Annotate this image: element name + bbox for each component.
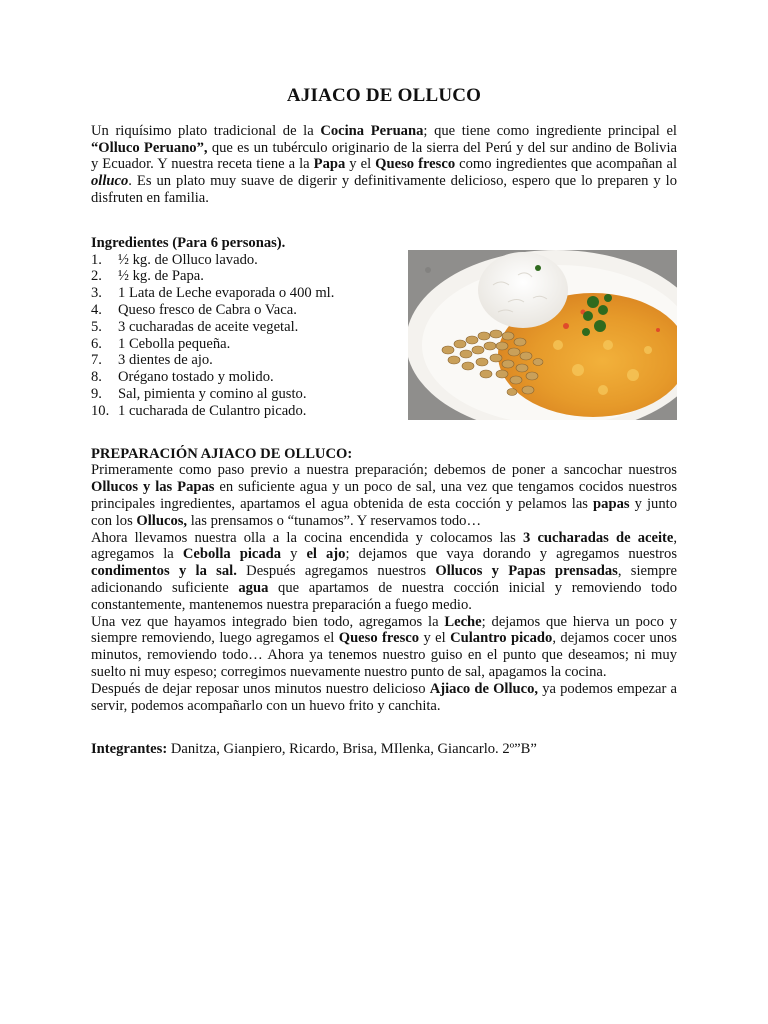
text-run: Después de dejar reposar unos minutos nuestro delicioso [91,680,430,697]
ingredient-text: 1 cucharada de Culantro picado. [118,402,307,419]
text-run: . Es un plato muy suave de digerir y definitivamente delicioso, espero que lo preparen y lo disfruten en familia. [91,173,677,206]
ingredient-number: 9. [91,385,102,402]
bold-text: Ajiaco de Olluco, [429,680,539,697]
bold-text: “Olluco Peruano”, [91,139,208,156]
bold-text: 3 cucharadas de aceite [523,529,674,546]
text-run: ; dejamos que vaya dorando y agregamos nuestros [345,546,678,563]
ingredient-number: 1. [91,251,102,268]
text-run: y el [345,156,376,173]
ingredient-text: 3 cucharadas de aceite vegetal. [118,318,299,335]
bold-text: Papa [313,156,346,173]
ingredients-section [91,252,677,432]
ingredient-text: Sal, pimienta y comino al gusto. [118,385,307,402]
ingredient-text: 3 dientes de ajo. [118,352,213,369]
ingredient-number: 7. [91,352,102,369]
text-run: Ahora llevamos nuestra olla a la cocina encendida y colocamos las [91,529,523,546]
bold-text: Cebolla picada [182,546,282,563]
bold-text: Leche [444,613,482,630]
bold-text: olluco [91,173,129,190]
bold-text: Ollucos y Papas prensadas [435,563,618,580]
text-run: que apartamos de nuestra cocción inicial y removiendo todo constantemente, mantenemos nuestra preparación a fuego medio. [91,579,677,613]
bold-text: agua [238,579,269,596]
text-run: , dejamos cocer unos minutos, removiendo todo… Ahora ya tenemos nuestro guiso en el punto que deseamos; ni muy suelto ni muy espeso; corregimos nuevamente nuestro punto de sal, apagamos la cocina. [91,630,677,680]
ingredient-number: 3. [91,285,102,302]
bold-text: Cocina Peruana [320,122,424,139]
footer-text: Danitza, Gianpiero, Ricardo, Brisa, MIlenka, Giancarlo. 2º”B” [167,741,537,758]
text-run: y junto con los [91,495,677,529]
preparation-paragraph [91,681,677,715]
text-run: y el [419,630,451,647]
text-run: Una vez que hayamos integrado bien todo, agregamos la [91,613,445,630]
ingredient-number: 5. [91,318,102,335]
ingredient-number: 10. [91,402,110,419]
ingredient-text: Queso fresco de Cabra o Vaca. [118,301,297,318]
preparation-body [91,462,677,714]
dish-photo [408,250,677,420]
preparation-paragraph [91,614,677,681]
ingredient-number: 2. [91,268,102,285]
page-title: AJIACO DE OLLUCO [286,85,482,106]
footer-label: Integrantes: [91,741,168,758]
text-run: que es un tubérculo originario de la sierra del Perú y del sur andino de Bolivia y Ecuador. Y nuestra receta tiene a la [91,139,677,173]
text-run: y [281,546,307,563]
preparation-paragraph [91,530,677,614]
bold-text: Queso fresco [375,156,456,173]
text-run: en suficiente agua y un poco de sal, una vez que tengamos cocidos nuestros principales ingredientes, apartamos el agua obtenida de esta cocción y pelamos las [91,479,677,512]
bold-text: condimentos y la sal. [91,563,237,580]
ingredient-text: ½ kg. de Olluco lavado. [118,251,258,268]
text-run: como ingredientes que acompañan al [455,156,677,173]
bold-text: Queso fresco [338,630,420,647]
text-run: las prensamos o “tunamos”. Y reservamos todo… [187,512,482,529]
document-page [91,85,678,758]
text-run: Primeramente como paso previo a nuestra preparación; debemos de poner a sancochar nuestros [91,462,677,479]
ingredient-text: 1 Lata de Leche evaporada o 400 ml. [118,285,335,302]
ingredients-title: Ingredientes (Para 6 personas). [91,234,286,251]
text-run: ya podemos empezar a servir, podemos acompañarlo con un huevo frito y canchita. [91,680,677,714]
footer-line [91,741,677,758]
bold-text: Ollucos, [136,512,188,529]
bold-text: Culantro picado [450,630,553,647]
text-run: , siempre adicionando suficiente [91,563,677,596]
preparation-title: PREPARACIÓN AJIACO DE OLLUCO: [91,445,353,462]
bold-text: papas [593,495,630,512]
text-run: ; que tiene como ingrediente principal el [423,122,677,139]
ingredient-text: Orégano tostado y molido. [118,369,274,386]
ingredient-text: ½ kg. de Papa. [118,268,204,285]
text-run: ; dejamos que hierva un poco y siempre removiendo, luego agregamos el [91,613,677,647]
ingredient-number: 8. [91,369,102,386]
ingredient-number: 4. [91,301,102,318]
bold-text: el ajo [306,546,346,563]
bold-text: Ollucos y las Papas [91,479,215,496]
text-run: Un riquísimo plato tradicional de la [91,122,321,139]
ingredient-text: 1 Cebolla pequeña. [118,335,231,352]
text-run: , agregamos la [91,529,677,563]
text-run: Después agregamos nuestros [236,563,436,580]
preparation-paragraph [91,462,677,529]
ingredient-number: 6. [91,335,102,352]
intro-paragraph [91,123,677,207]
